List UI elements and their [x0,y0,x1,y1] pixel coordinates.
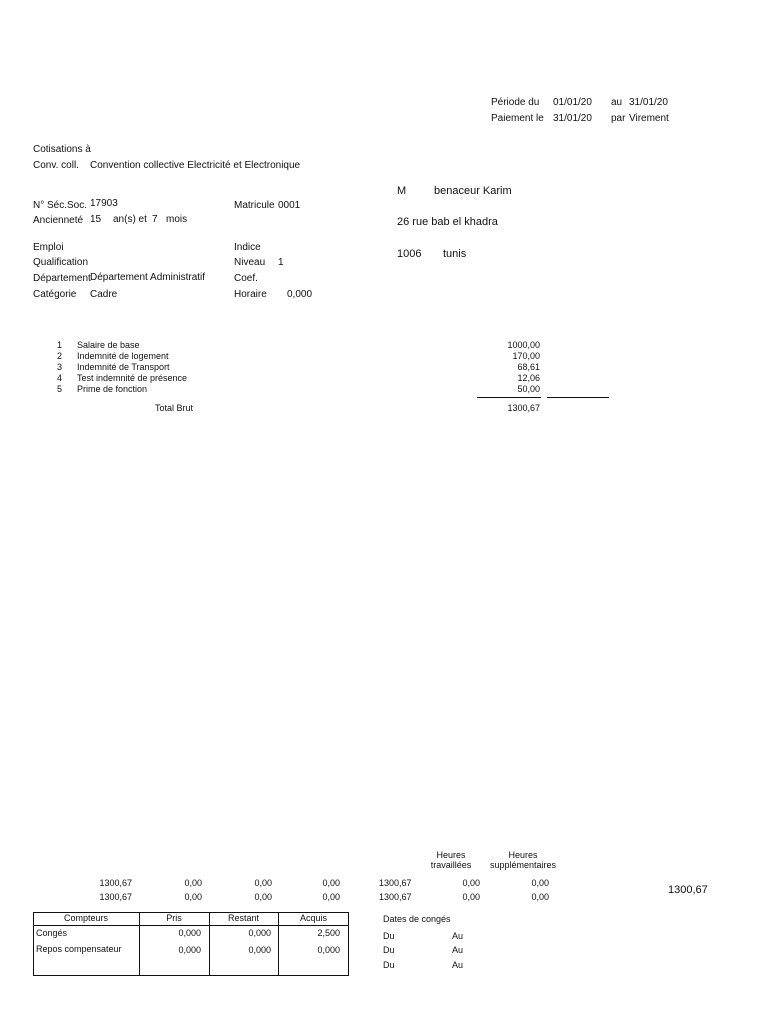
conges-title: Dates de congés [383,914,451,924]
line-amount: 50,00 [517,384,540,394]
secsoc-value: 17903 [90,198,118,209]
compteurs-header: Restant [227,913,260,923]
total-brut-amount: 1300,67 [507,403,540,413]
conges-du: Du [383,931,395,941]
line-num: 4 [57,373,63,383]
line-label: Prime de fonction [77,384,148,394]
periode-au-value: 31/01/20 [629,97,668,108]
line-amount: 1000,00 [507,340,540,350]
line-amount: 170,00 [512,351,540,361]
anciennete-mois-label: mois [166,214,188,225]
compteurs-cell: 0,000 [178,928,201,938]
summary-cell: 0,00 [254,892,272,902]
secsoc-label: N° Séc.Soc. [33,200,88,211]
summary-cell: 0,00 [462,892,480,902]
summary-cell: 0,00 [184,892,202,902]
departement-label: Département [33,273,91,284]
anciennete-ans: 15 [90,214,102,225]
paiement-label: Paiement le [491,113,544,124]
conges-au: Au [452,960,464,970]
employee-name: benaceur Karim [434,185,512,197]
summary-cell: 1300,67 [99,892,132,902]
compteurs-cell: 0,000 [178,945,201,955]
line-label: Salaire de base [77,340,140,350]
coef-label: Coef. [234,273,258,284]
employee-postal-code: 1006 [397,248,422,260]
line-num: 5 [57,384,63,394]
departement-value: Département Administratif [90,272,206,283]
net-a-payer: 1300,67 [668,884,708,896]
compteurs-header: Pris [166,913,182,923]
line-amount: 68,61 [517,362,540,372]
heures-travaillees-header: Heures travaillées [430,850,472,871]
paiement-par-label: par [611,113,626,124]
periode-au-label: au [611,97,623,108]
line-amount: 12,06 [517,373,540,383]
anciennete-label: Ancienneté [33,215,84,226]
compteurs-cell: 0,000 [248,945,271,955]
summary-cell: 0,00 [531,878,549,888]
summary-cell: 1300,67 [379,892,412,902]
compteurs-header: Acquis [299,913,327,923]
summary-cell: 0,00 [531,892,549,902]
line-num: 3 [57,362,63,372]
anciennete-mois: 7 [152,214,158,225]
matricule-value: 0001 [278,200,301,211]
summary-cell: 1300,67 [379,878,412,888]
compteurs-header: Compteurs [63,913,108,923]
line-label: Indemnité de logement [77,351,169,361]
categorie-label: Catégorie [33,289,77,300]
line-label: Test indemnité de présence [77,373,188,383]
compteurs-row-label: Repos compensateur [36,944,122,954]
employee-city: tunis [443,248,467,260]
total-brut-label: Total Brut [155,403,194,413]
indice-label: Indice [234,242,261,253]
employee-address: 26 rue bab el khadra [397,216,498,228]
qualification-label: Qualification [33,257,89,268]
emploi-label: Emploi [33,242,64,253]
conges-du: Du [383,945,395,955]
line-label: Indemnité de Transport [77,362,170,372]
heures-supp-header: Heures supplémentaires [489,850,557,871]
anciennete-ans-label: an(s) et [113,214,147,225]
total-rule-1 [477,397,541,398]
niveau-value: 1 [278,257,284,268]
categorie-value: Cadre [90,289,118,300]
paiement-mode: Virement [629,113,669,124]
summary-cell: 1300,67 [99,878,132,888]
compteurs-cell: 0,000 [248,928,271,938]
line-num: 1 [57,340,63,350]
cotisations-label: Cotisations à [33,144,91,155]
compteurs-cell: 0,000 [317,945,340,955]
conges-au: Au [452,945,464,955]
conges-au: Au [452,931,464,941]
total-rule-2 [547,397,609,398]
horaire-value: 0,000 [287,289,313,300]
summary-cell: 0,00 [322,892,340,902]
convention-label: Conv. coll. [33,160,79,171]
periode-label: Période du [491,97,540,108]
niveau-label: Niveau [234,257,266,268]
convention-value: Convention collective Electricité et Electronique [90,160,301,171]
periode-du-value: 01/01/20 [553,97,592,108]
matricule-label: Matricule [234,200,275,211]
summary-cell: 0,00 [322,878,340,888]
compteurs-row-label: Congés [36,928,68,938]
paiement-value: 31/01/20 [553,113,592,124]
horaire-label: Horaire [234,289,267,300]
summary-cell: 0,00 [184,878,202,888]
line-num: 2 [57,351,63,361]
summary-cell: 0,00 [462,878,480,888]
compteurs-cell: 2,500 [317,928,340,938]
conges-du: Du [383,960,395,970]
compteurs-header-rule [33,925,349,926]
employee-civilite: M [397,185,407,197]
summary-cell: 0,00 [254,878,272,888]
